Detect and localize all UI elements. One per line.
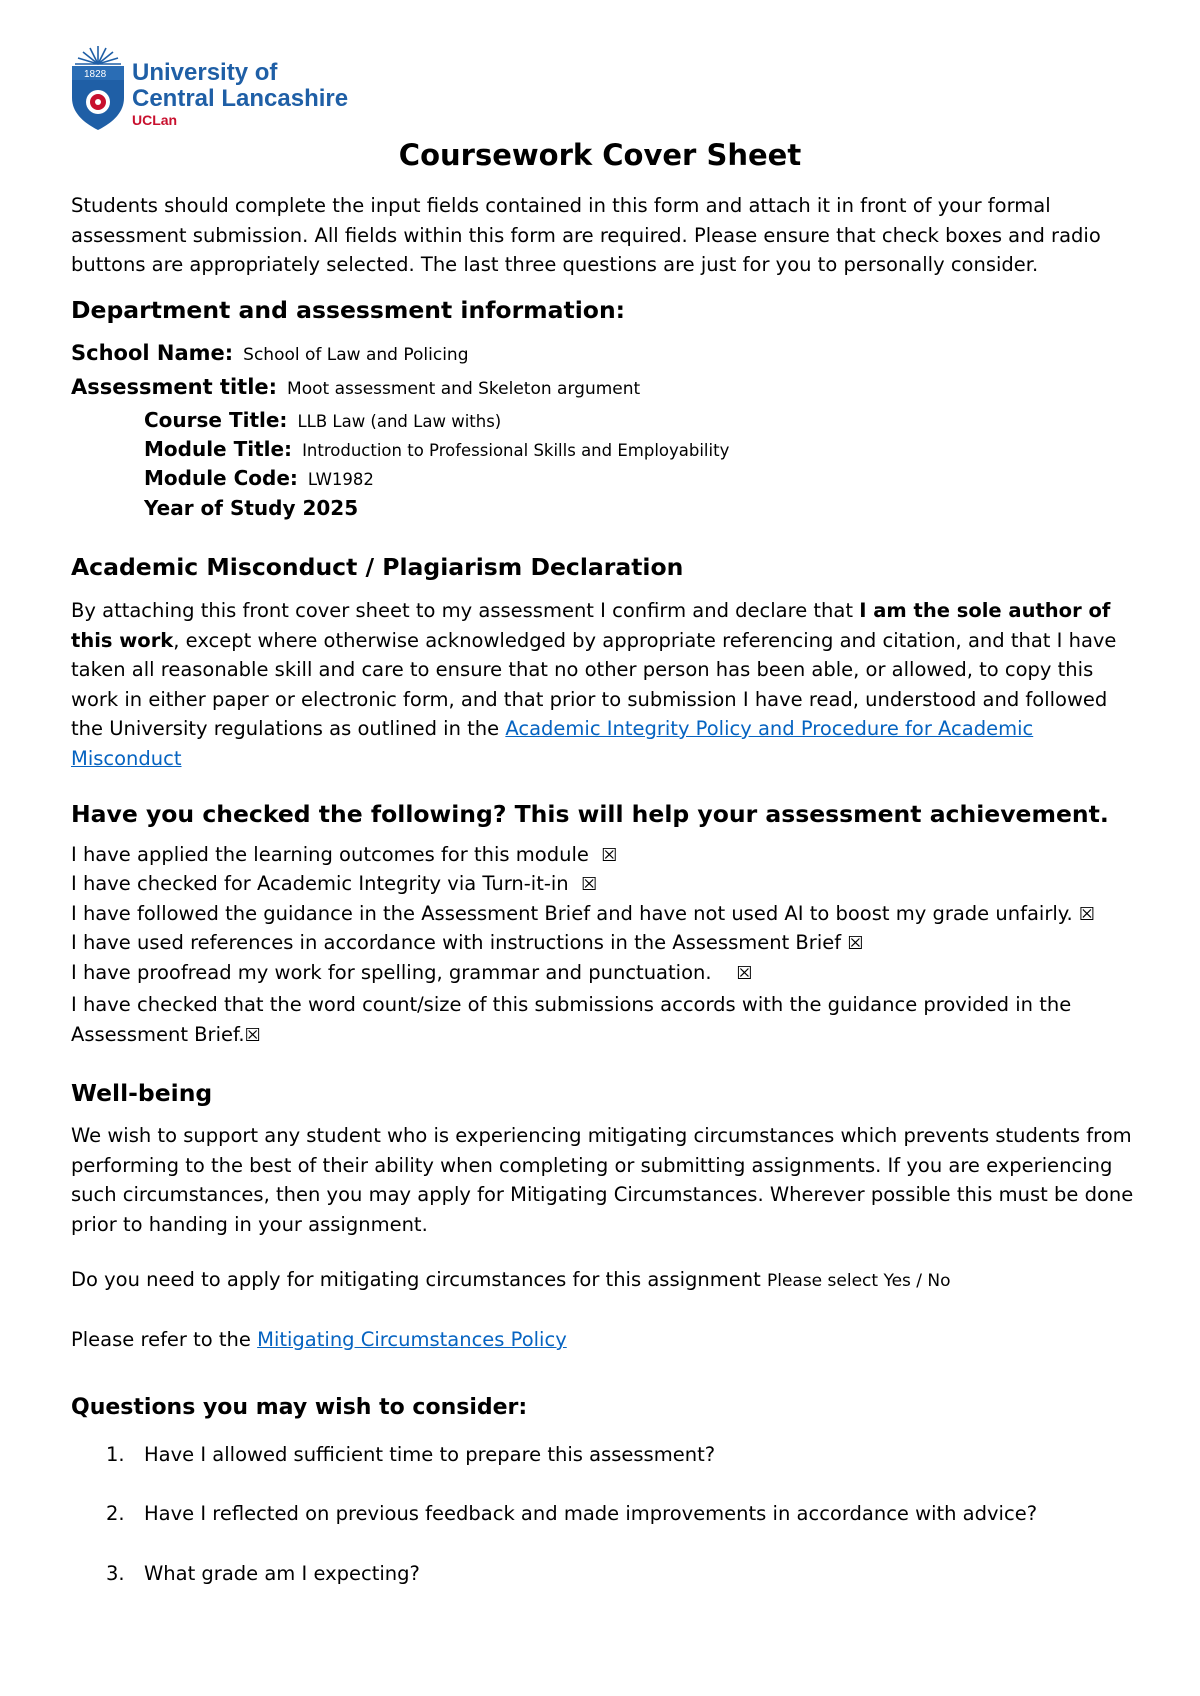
- assessment-title-label: Assessment title:: [71, 375, 278, 399]
- academic-integrity-policy-link[interactable]: Academic Integrity Policy and Procedure for Academic Misconduct: [71, 717, 1034, 770]
- question-text: Have I allowed sufficient time to prepare this assessment?: [144, 1443, 716, 1466]
- questions-heading: Questions you may wish to consider:: [71, 1395, 528, 1420]
- mitigating-policy-row: [71, 1328, 567, 1351]
- misconduct-paragraph: [71, 596, 1141, 773]
- course-title-row: [144, 408, 501, 432]
- question-number: 3.: [106, 1562, 125, 1585]
- checklist-item: [71, 931, 863, 954]
- module-code-label: Module Code:: [144, 466, 298, 490]
- question-number: 2.: [106, 1502, 125, 1525]
- year-of-study-label: Year of Study 2025: [144, 496, 359, 520]
- checkbox-checked-icon[interactable]: ☒: [736, 963, 753, 984]
- misconduct-text-2: , except where otherwise acknowledged by appropriate referencing and citation, and that I have taken all reasonable skill and care to ensure that no other person has been able, or allowed, to copy this work in either paper or electronic form, and that prior to submission I have read, understood and followed the University regulations as outlined in the: [71, 628, 1117, 740]
- checkbox-checked-icon[interactable]: ☒: [1078, 904, 1096, 925]
- course-title-label: Course Title:: [144, 408, 288, 432]
- checklist-heading: Have you checked the following? This will help your assessment achievement.: [71, 800, 1109, 828]
- checklist-item-text: I have used references in accordance with instructions in the Assessment Brief: [71, 931, 842, 954]
- assessment-title-row: [71, 375, 640, 399]
- school-name-value[interactable]: School of Law and Policing: [243, 345, 469, 365]
- question-number: 1.: [106, 1443, 125, 1466]
- checklist-item: [71, 902, 1095, 925]
- year-of-study-row: [144, 496, 358, 520]
- mitigating-circumstances-policy-link[interactable]: Mitigating Circumstances Policy: [257, 1328, 567, 1351]
- logo-wordmark: [132, 60, 348, 128]
- intro-paragraph: Students should complete the input fields contained in this form and attach it in front of your formal assessment submission. All fields within this form are required. Please ensure that check boxes and radio buttons are appropriately selected. The last three questions are just for you to personally consider.: [71, 194, 1101, 276]
- logo-line-3: UCLan: [132, 112, 178, 128]
- page-title: Coursework Cover Sheet: [398, 138, 802, 172]
- logo-line-1: University of: [132, 59, 278, 86]
- question-text: Have I reflected on previous feedback and made improvements in accordance with advice?: [144, 1502, 1038, 1525]
- assessment-title-value[interactable]: Moot assessment and Skeleton argument: [287, 379, 641, 399]
- misconduct-text-1: By attaching this front cover sheet to my assessment I confirm and declare that: [71, 599, 860, 622]
- checklist-item: [71, 961, 753, 984]
- checkbox-checked-icon[interactable]: ☒: [581, 874, 598, 895]
- misconduct-text-bold: I am the sole author of this work: [71, 599, 1111, 652]
- mitigating-question-row: [71, 1268, 951, 1291]
- wellbeing-heading: Well-being: [71, 1079, 213, 1107]
- checklist-item-text: I have checked that the word count/size of this submissions accords with the guidance provided in the Assessment Brief.: [71, 993, 1072, 1046]
- module-title-value[interactable]: Introduction to Professional Skills and Employability: [302, 441, 730, 460]
- mitigating-question-text: Do you need to apply for mitigating circumstances for this assignment: [71, 1268, 761, 1291]
- department-heading: Department and assessment information:: [71, 296, 626, 324]
- uclan-logo: [70, 44, 360, 136]
- checklist-item-text: I have checked for Academic Integrity via Turn-it-in: [71, 872, 569, 895]
- logo-line-2: Central Lancashire: [132, 85, 349, 112]
- checklist-item: [71, 872, 597, 895]
- checklist-item-text: I have proofread my work for spelling, grammar and punctuation.: [71, 961, 712, 984]
- uclan-crest-icon: [70, 44, 126, 136]
- course-title-value[interactable]: LLB Law (and Law withs): [297, 412, 502, 431]
- module-code-value[interactable]: LW1982: [307, 470, 374, 489]
- module-title-label: Module Title:: [144, 437, 293, 461]
- wellbeing-paragraph: We wish to support any student who is experiencing mitigating circumstances which prevents students from performing to the best of their ability when completing or submitting assignments. If you are experiencing such circumstances, then you may apply for Mitigating Circumstances. Wherever possible this must be done prior to handing in your assignment.: [71, 1124, 1134, 1236]
- misconduct-heading: Academic Misconduct / Plagiarism Declaration: [71, 553, 684, 581]
- checkbox-checked-icon[interactable]: ☒: [847, 933, 864, 954]
- checklist-item-text: I have applied the learning outcomes for this module: [71, 843, 589, 866]
- school-name-row: [71, 341, 469, 365]
- mitigating-refer-text: Please refer to the: [71, 1328, 258, 1351]
- checkbox-checked-icon[interactable]: ☒: [244, 1024, 261, 1046]
- checkbox-checked-icon[interactable]: ☒: [601, 845, 618, 866]
- checklist-item: [71, 843, 617, 866]
- checklist-item: [71, 990, 1141, 1050]
- module-code-row: [144, 466, 374, 490]
- question-text: What grade am I expecting?: [144, 1562, 420, 1585]
- school-name-label: School Name:: [71, 341, 234, 365]
- mitigating-yes-no-select[interactable]: Please select Yes / No: [766, 1271, 951, 1291]
- logo-year: 1828: [84, 69, 107, 80]
- checklist-item-text: I have followed the guidance in the Assessment Brief and have not used AI to boost my grade unfairly.: [71, 902, 1073, 925]
- module-title-row: [144, 437, 729, 461]
